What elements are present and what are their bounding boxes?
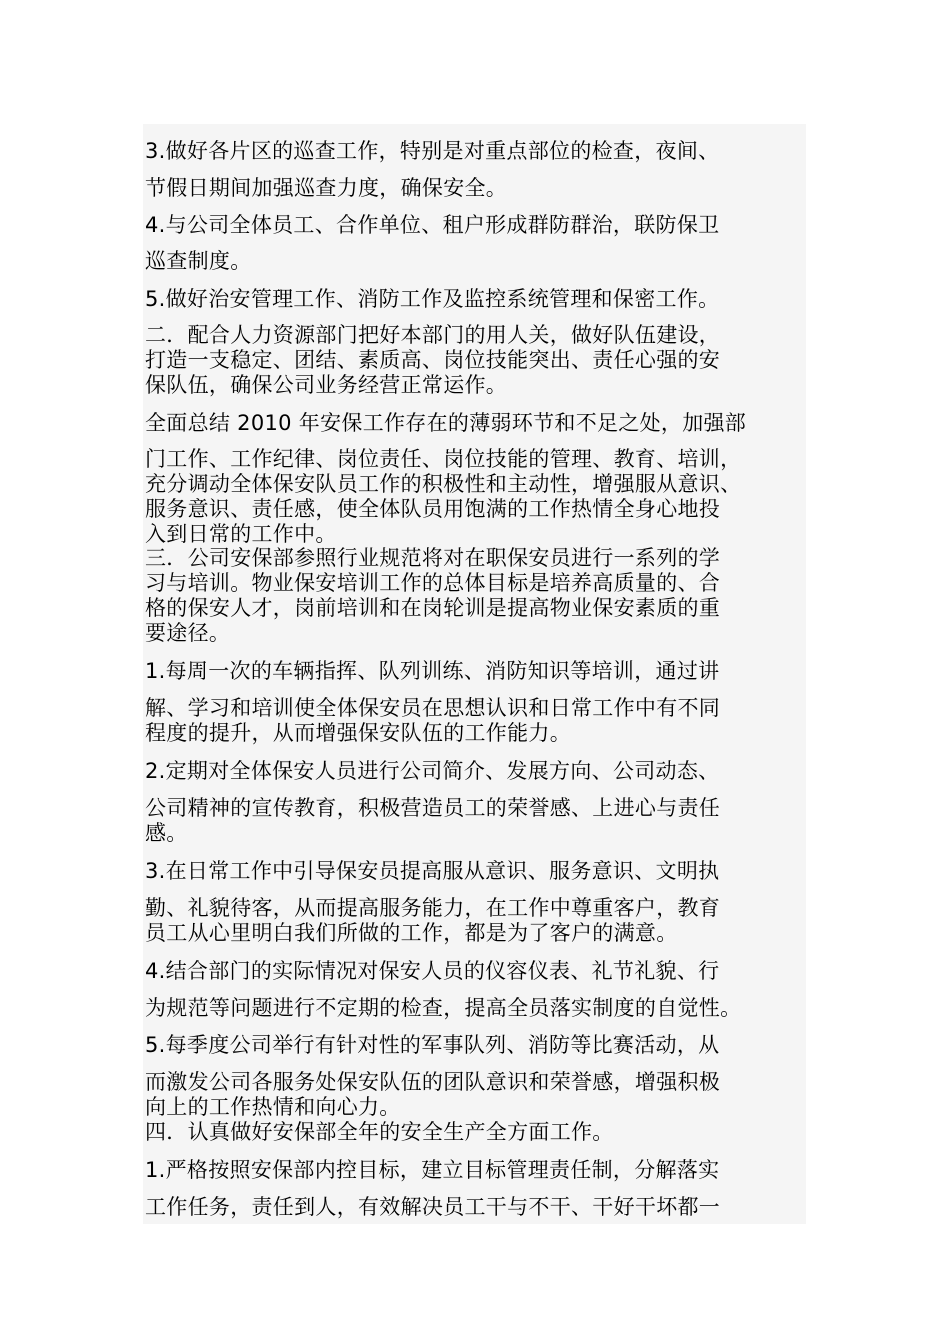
text-line-content: 1.严格按照安保部内控目标，建立目标管理责任制，分解落实: [145, 1158, 720, 1182]
text-line: [145, 895, 720, 921]
text-line-content: 感。: [145, 821, 188, 845]
text-line: [145, 570, 720, 596]
text-line: [145, 920, 678, 946]
text-line: [145, 322, 720, 348]
text-line: [145, 446, 741, 472]
text-line: [145, 175, 507, 201]
text-line-content: 为规范等问题进行不定期的检查，提高全员落实制度的自觉性。: [145, 996, 742, 1020]
text-line: [145, 1157, 719, 1183]
text-line-content: 要途径。: [145, 621, 231, 645]
text-line-content: 门工作、工作纪律、岗位责任、岗位技能的管理、教育、培训，: [145, 447, 742, 471]
text-line: [145, 286, 719, 312]
text-line-content: 保队伍，确保公司业务经营正常运作。: [145, 373, 508, 397]
text-line: [145, 820, 188, 846]
text-line-content: 入到日常的工作中。: [145, 522, 337, 546]
text-line: [145, 347, 720, 373]
text-line: [145, 620, 230, 646]
text-line-content: 员工从心里明白我们所做的工作，都是为了客户的满意。: [145, 921, 678, 945]
text-line-content: 四．认真做好安保部全年的安全生产全方面工作。: [145, 1120, 614, 1144]
text-line-content: 公司精神的宣传教育，积极营造员工的荣誉感、上进心与责任: [145, 796, 721, 820]
text-line-content: 3.做好各片区的巡查工作，特别是对重点部位的检查，夜间、: [145, 139, 720, 163]
text-line-content: 5.做好治安管理工作、消防工作及监控系统管理和保密工作。: [145, 287, 720, 311]
text-line: [145, 471, 741, 497]
text-line: [145, 138, 719, 164]
text-line-content: 打造一支稳定、团结、素质高、岗位技能突出、责任心强的安: [145, 348, 721, 372]
text-line-content: 全面总结 2010 年安保工作存在的薄弱环节和不足之处，加强部: [145, 411, 747, 435]
text-line: [145, 1094, 401, 1120]
text-line: [145, 372, 507, 398]
text-line: [145, 496, 720, 522]
text-line-content: 二．配合人力资源部门把好本部门的用人关，做好队伍建设，: [145, 323, 721, 347]
text-line-content: 节假日期间加强巡查力度，确保安全。: [145, 176, 508, 200]
text-line-content: 服务意识、责任感，使全体队员用饱满的工作热情全身心地投: [145, 497, 721, 521]
text-line-content: 4.结合部门的实际情况对保安人员的仪容仪表、礼节礼貌、行: [145, 959, 720, 983]
text-line: [145, 545, 720, 571]
text-line-content: 向上的工作热情和向心力。: [145, 1095, 401, 1119]
text-line-content: 勤、礼貌待客，从而提高服务能力，在工作中尊重客户，教育: [145, 896, 721, 920]
text-line: [145, 995, 741, 1021]
text-line: [145, 595, 720, 621]
text-line-content: 1.每周一次的车辆指挥、队列训练、消防知识等培训，通过讲: [145, 659, 720, 683]
text-line: [145, 1032, 719, 1058]
text-line: [145, 410, 746, 436]
text-line-content: 巡查制度。: [145, 249, 252, 273]
text-line: [145, 795, 720, 821]
text-line-content: 5.每季度公司举行有针对性的军事队列、消防等比赛活动，从: [145, 1033, 720, 1057]
text-line-content: 工作任务，责任到人，有效解决员工干与不干、干好干坏都一: [145, 1195, 721, 1219]
text-line-content: 2.定期对全体保安人员进行公司简介、发展方向、公司动态、: [145, 759, 720, 783]
text-line: [145, 248, 252, 274]
text-line: [145, 212, 719, 238]
text-line: [145, 695, 720, 721]
text-line: [145, 521, 337, 547]
text-line-content: 4.与公司全体员工、合作单位、租户形成群防群治，联防保卫: [145, 213, 720, 237]
text-line: [145, 958, 719, 984]
text-line: [145, 1069, 720, 1095]
text-line: [145, 658, 719, 684]
text-line-content: 充分调动全体保安队员工作的积极性和主动性，增强服从意识、: [145, 472, 742, 496]
text-line-content: 格的保安人才，岗前培训和在岗轮训是提高物业保安素质的重: [145, 596, 721, 620]
text-line: [145, 758, 719, 784]
text-line: [145, 1119, 614, 1145]
text-line-content: 解、学习和培训使全体保安员在思想认识和日常工作中有不同: [145, 696, 721, 720]
text-line-content: 程度的提升，从而增强保安队伍的工作能力。: [145, 721, 571, 745]
text-line-content: 3.在日常工作中引导保安员提高服从意识、服务意识、文明执: [145, 859, 720, 883]
document-body: [143, 124, 806, 1224]
text-line-content: 三．公司安保部参照行业规范将对在职保安员进行一系列的学: [145, 546, 721, 570]
text-line-content: 而激发公司各服务处保安队伍的团队意识和荣誉感，增强积极: [145, 1070, 721, 1094]
text-line: [145, 1194, 720, 1220]
text-line: [145, 858, 719, 884]
text-line-content: 习与培训。物业保安培训工作的总体目标是培养高质量的、合: [145, 571, 721, 595]
text-line: [145, 720, 571, 746]
